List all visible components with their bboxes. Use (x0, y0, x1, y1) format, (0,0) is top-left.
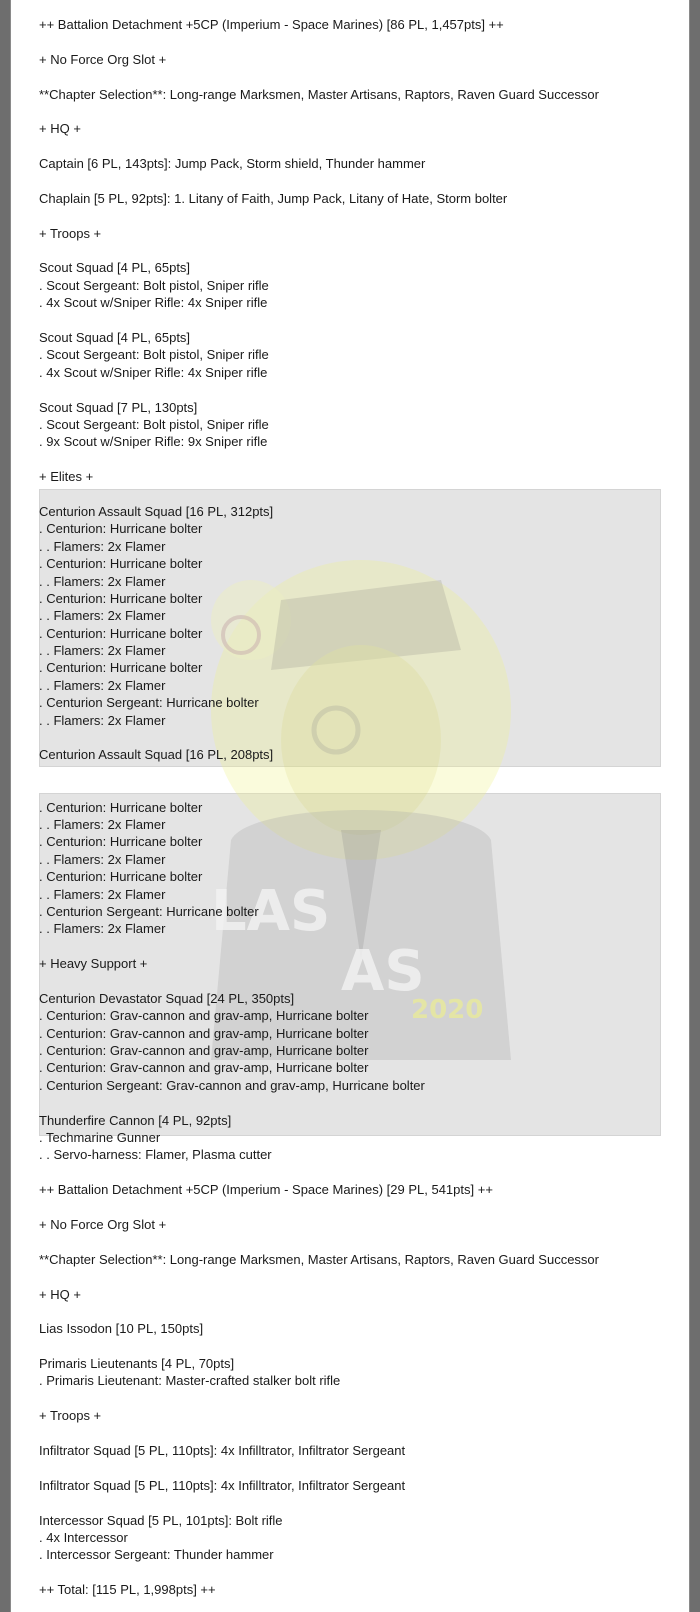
list-line: Centurion Assault Squad [16 PL, 312pts] (39, 503, 274, 519)
blank-line (39, 938, 654, 955)
list-line: . . Flamers: 2x Flamer (39, 538, 166, 554)
list-line: ++ Battalion Detachment +5CP (Imperium - Space Marines) [29 PL, 541pts] ++ (39, 1182, 493, 1198)
list-line: Centurion Assault Squad [16 PL, 208pts] (39, 747, 274, 763)
list-line: Scout Squad [4 PL, 65pts] (39, 330, 191, 346)
list-line: + No Force Org Slot + (39, 1216, 167, 1232)
blank-line (39, 1233, 654, 1250)
list-line: Centurion Devastator Squad [24 PL, 350pts] (39, 990, 295, 1006)
blank-line (39, 381, 654, 398)
blank-line (39, 173, 654, 190)
list-line: . Centurion: Grav-cannon and grav-amp, Hurricane bolter (39, 1025, 369, 1041)
list-line: . . Flamers: 2x Flamer (39, 921, 166, 937)
list-line: + No Force Org Slot + (39, 51, 167, 67)
list-line: . . Flamers: 2x Flamer (39, 886, 166, 902)
list-line: . . Flamers: 2x Flamer (39, 677, 166, 693)
blank-line (39, 972, 654, 989)
list-line: . . Servo-harness: Flamer, Plasma cutter (39, 1147, 272, 1163)
list-line: ++ Battalion Detachment +5CP (Imperium - Space Marines) [86 PL, 1,457pts] ++ (39, 17, 504, 32)
list-line: . 9x Scout w/Sniper Rifle: 9x Sniper rifle (39, 434, 268, 450)
list-line: . Intercessor Sergeant: Thunder hammer (39, 1547, 274, 1563)
list-line: + Heavy Support + (39, 956, 148, 972)
blank-line (39, 1425, 654, 1442)
list-line: . Scout Sergeant: Bolt pistol, Sniper rifle (39, 347, 269, 363)
list-line: . . Flamers: 2x Flamer (39, 712, 166, 728)
blank-line (39, 1459, 654, 1476)
list-line: . Primaris Lieutenant: Master-crafted stalker bolt rifle (39, 1373, 341, 1389)
list-line: . Centurion: Hurricane bolter (39, 869, 203, 885)
list-line: . 4x Intercessor (39, 1529, 128, 1545)
list-line: Lias Issodon [10 PL, 150pts] (39, 1321, 204, 1337)
list-line: . Techmarine Gunner (39, 1130, 161, 1145)
list-line: . Centurion: Grav-cannon and grav-amp, Hurricane bolter (39, 1043, 369, 1059)
list-line: . Centurion: Hurricane bolter (39, 799, 203, 815)
list-line: . 4x Scout w/Sniper Rifle: 4x Sniper rifle (39, 364, 268, 380)
blank-line (39, 68, 654, 85)
list-line: Scout Squad [4 PL, 65pts] (39, 260, 191, 276)
list-line: Infiltrator Squad [5 PL, 110pts]: 4x Infilltrator, Infiltrator Sergeant (39, 1477, 406, 1493)
list-line: . Centurion Sergeant: Hurricane bolter (39, 695, 259, 711)
blank-line (39, 1094, 654, 1111)
list-line: **Chapter Selection**: Long-range Marksmen, Master Artisans, Raptors, Raven Guard Successor (39, 1251, 599, 1267)
list-line: + Elites + (39, 469, 94, 485)
blank-line (39, 1390, 654, 1407)
list-line: . . Flamers: 2x Flamer (39, 851, 166, 867)
list-line: + Troops + (39, 225, 102, 241)
blank-line (39, 1564, 654, 1581)
watermark-text-top: LAS (211, 879, 331, 944)
blank-line (39, 33, 654, 50)
list-line: . . Flamers: 2x Flamer (39, 573, 166, 589)
list-line: . Centurion: Hurricane bolter (39, 521, 203, 537)
list-line: . . Flamers: 2x Flamer (39, 816, 166, 832)
list-line: . . Flamers: 2x Flamer (39, 643, 166, 659)
list-line: + Troops + (39, 1408, 102, 1424)
army-list-text (39, 16, 654, 1599)
blank-line (39, 781, 654, 798)
list-line: Scout Squad [7 PL, 130pts] (39, 399, 198, 415)
list-line: ++ Total: [115 PL, 1,998pts] ++ (39, 1582, 216, 1598)
list-line: . Centurion: Hurricane bolter (39, 660, 203, 676)
list-line: . Scout Sergeant: Bolt pistol, Sniper rifle (39, 277, 269, 293)
list-line: . Centurion: Hurricane bolter (39, 590, 203, 606)
blank-line (39, 1164, 654, 1181)
blank-line (39, 312, 654, 329)
list-line: . Centurion: Hurricane bolter (39, 556, 203, 572)
blank-line (39, 138, 654, 155)
list-line: . Centurion: Grav-cannon and grav-amp, Hurricane bolter (39, 1060, 369, 1076)
list-line: Infiltrator Squad [5 PL, 110pts]: 4x Infilltrator, Infiltrator Sergeant (39, 1443, 406, 1459)
blank-line (39, 1494, 654, 1511)
blank-line (39, 1303, 654, 1320)
list-line: . Centurion: Hurricane bolter (39, 625, 203, 641)
list-line: . 4x Scout w/Sniper Rifle: 4x Sniper rifle (39, 295, 268, 311)
document-page (10, 0, 690, 1612)
blank-line (39, 1199, 654, 1216)
blank-line (39, 103, 654, 120)
blank-line (39, 207, 654, 224)
list-line: . . Flamers: 2x Flamer (39, 608, 166, 624)
list-line: . Centurion: Hurricane bolter (39, 834, 203, 850)
list-line: . Scout Sergeant: Bolt pistol, Sniper rifle (39, 416, 269, 432)
blank-line (39, 729, 654, 746)
blank-line (39, 451, 654, 468)
watermark-year: 2020 (411, 995, 484, 1025)
blank-line (39, 764, 654, 781)
watermark-text-bottom: AS (341, 939, 425, 1004)
blank-line (39, 1338, 654, 1355)
list-line: Captain [6 PL, 143pts]: Jump Pack, Storm shield, Thunder hammer (39, 156, 426, 172)
list-line: Intercessor Squad [5 PL, 101pts]: Bolt rifle (39, 1512, 283, 1528)
list-line: . Centurion Sergeant: Grav-cannon and grav-amp, Hurricane bolter (39, 1077, 425, 1093)
list-line: . Centurion: Grav-cannon and grav-amp, Hurricane bolter (39, 1008, 369, 1024)
list-line: Thunderfire Cannon [4 PL, 92pts] (39, 1112, 232, 1128)
list-line: . Centurion Sergeant: Hurricane bolter (39, 903, 259, 919)
blank-line (39, 1268, 654, 1285)
list-line: Primaris Lieutenants [4 PL, 70pts] (39, 1356, 235, 1372)
list-line: + HQ + (39, 121, 81, 137)
blank-line (39, 242, 654, 259)
list-line: **Chapter Selection**: Long-range Marksmen, Master Artisans, Raptors, Raven Guard Successor (39, 86, 599, 102)
list-line: Chaplain [5 PL, 92pts]: 1. Litany of Faith, Jump Pack, Litany of Hate, Storm bolter (39, 190, 508, 206)
blank-line (39, 486, 654, 503)
list-line: + HQ + (39, 1286, 81, 1302)
